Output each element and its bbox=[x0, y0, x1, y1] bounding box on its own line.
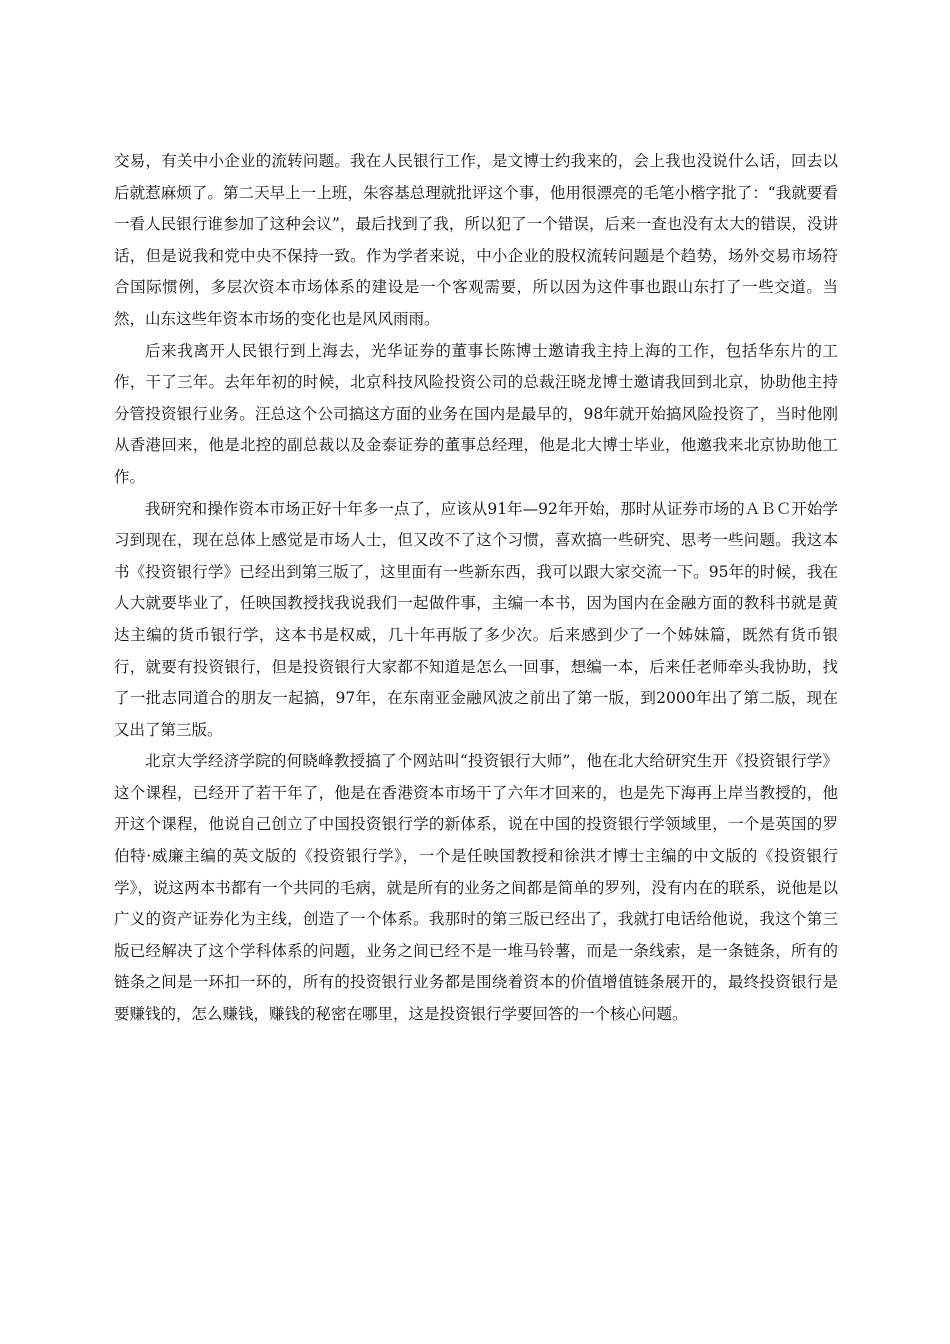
paragraph-shanghai: 后来我离开人民银行到上海去，光华证券的董事长陈博士邀请我主持上海的工作，包括华东片的工作，干了三年。去年年初的时候，北京科技风险投资公司的总裁汪晓龙博士邀请我回到北京，协助他主持分管投资银行业务。汪总这个公司搞这方面的业务在国内是最早的，98年就开始搞风险投资了，当时他刚从香港回来，他是北控的副总裁以及金泰证券的董事总经理，他是北大博士毕业，他邀我来北京协助他工作。 bbox=[114, 341, 838, 486]
paragraph-capital-market: 我研究和操作资本市场正好十年多一点了，应该从91年—92年开始，那时从证券市场的ＡＢＣ开始学习到现在，现在总体上感觉是市场人士，但又改不了这个习惯，喜欢搞一些研究、思考一些问题。我这本书《投资银行学》已经出到第三版了，这里面有一些新东西，我可以跟大家交流一下。95年的时候，我在人大就要毕业了，任映国教授找我说我们一起做件事，主编一本书，因为国内在金融方面的教科书就是黄达主编的货币银行学，这本书是权威，几十年再版了多少次。后来感到少了一个姊妹篇，既然有货币银行，就要有投资银行，但是投资银行大家都不知道是怎么一回事，想编一本，后来任老师牵头我协助，找了一批志同道合的朋友一起搞，97年，在东南亚金融风波之前出了第一版，到2000年出了第二版，现在又出了第三版。 bbox=[114, 499, 838, 739]
paragraph-peking-university: 北京大学经济学院的何晓峰教授搞了个网站叫“投资银行大师”，他在北大给研究生开《投资银行学》这个课程，已经开了若干年了，他是在香港资本市场干了六年才回来的，也是先下海再上岸当教授的，他开这个课程，他说自己创立了中国投资银行学的新体系，说在中国的投资银行学领域里，一个是英国的罗伯特·威廉主编的英文版的《投资银行学》，一个是任映国教授和徐洪才博士主编的中文版的《投资银行学》，说这两本书都有一个共同的毛病，就是所有的业务之间都是简单的罗列，没有内在的联系，说他是以广义的资产证券化为主线，创造了一个体系。我那时的第三版已经出了，我就打电话给他说，我这个第三版已经解决了这个学科体系的问题，业务之间已经不是一堆马铃薯，而是一条线索，是一条链条，所有的链条之间是一环扣一环的，所有的投资银行业务都是围绕着资本的价值增值链条展开的，最终投资银行是要赚钱的，怎么赚钱，赚钱的秘密在哪里，这是投资银行学要回答的一个核心问题。 bbox=[114, 752, 838, 1024]
paragraph-continuation: 交易，有关中小企业的流转问题。我在人民银行工作，是文博士约我来的，会上我也没说什么话，回去以后就惹麻烦了。第二天早上一上班，朱容基总理就批评这个事，他用很漂亮的毛笔小楷字批了：“我就要看一看人民银行谁参加了这种会议”，最后找到了我，所以犯了一个错误，后来一查也没有太大的错误，没讲话，但是说我和党中央不保持一致。作为学者来说，中小企业的股权流转问题是个趋势，场外交易市场符合国际惯例，多层次资本市场体系的建设是一个客观需要，所以因为这件事也跟山东打了一些交道。当然，山东这些年资本市场的变化也是风风雨雨。 bbox=[114, 152, 838, 328]
document-page bbox=[114, 146, 838, 1031]
